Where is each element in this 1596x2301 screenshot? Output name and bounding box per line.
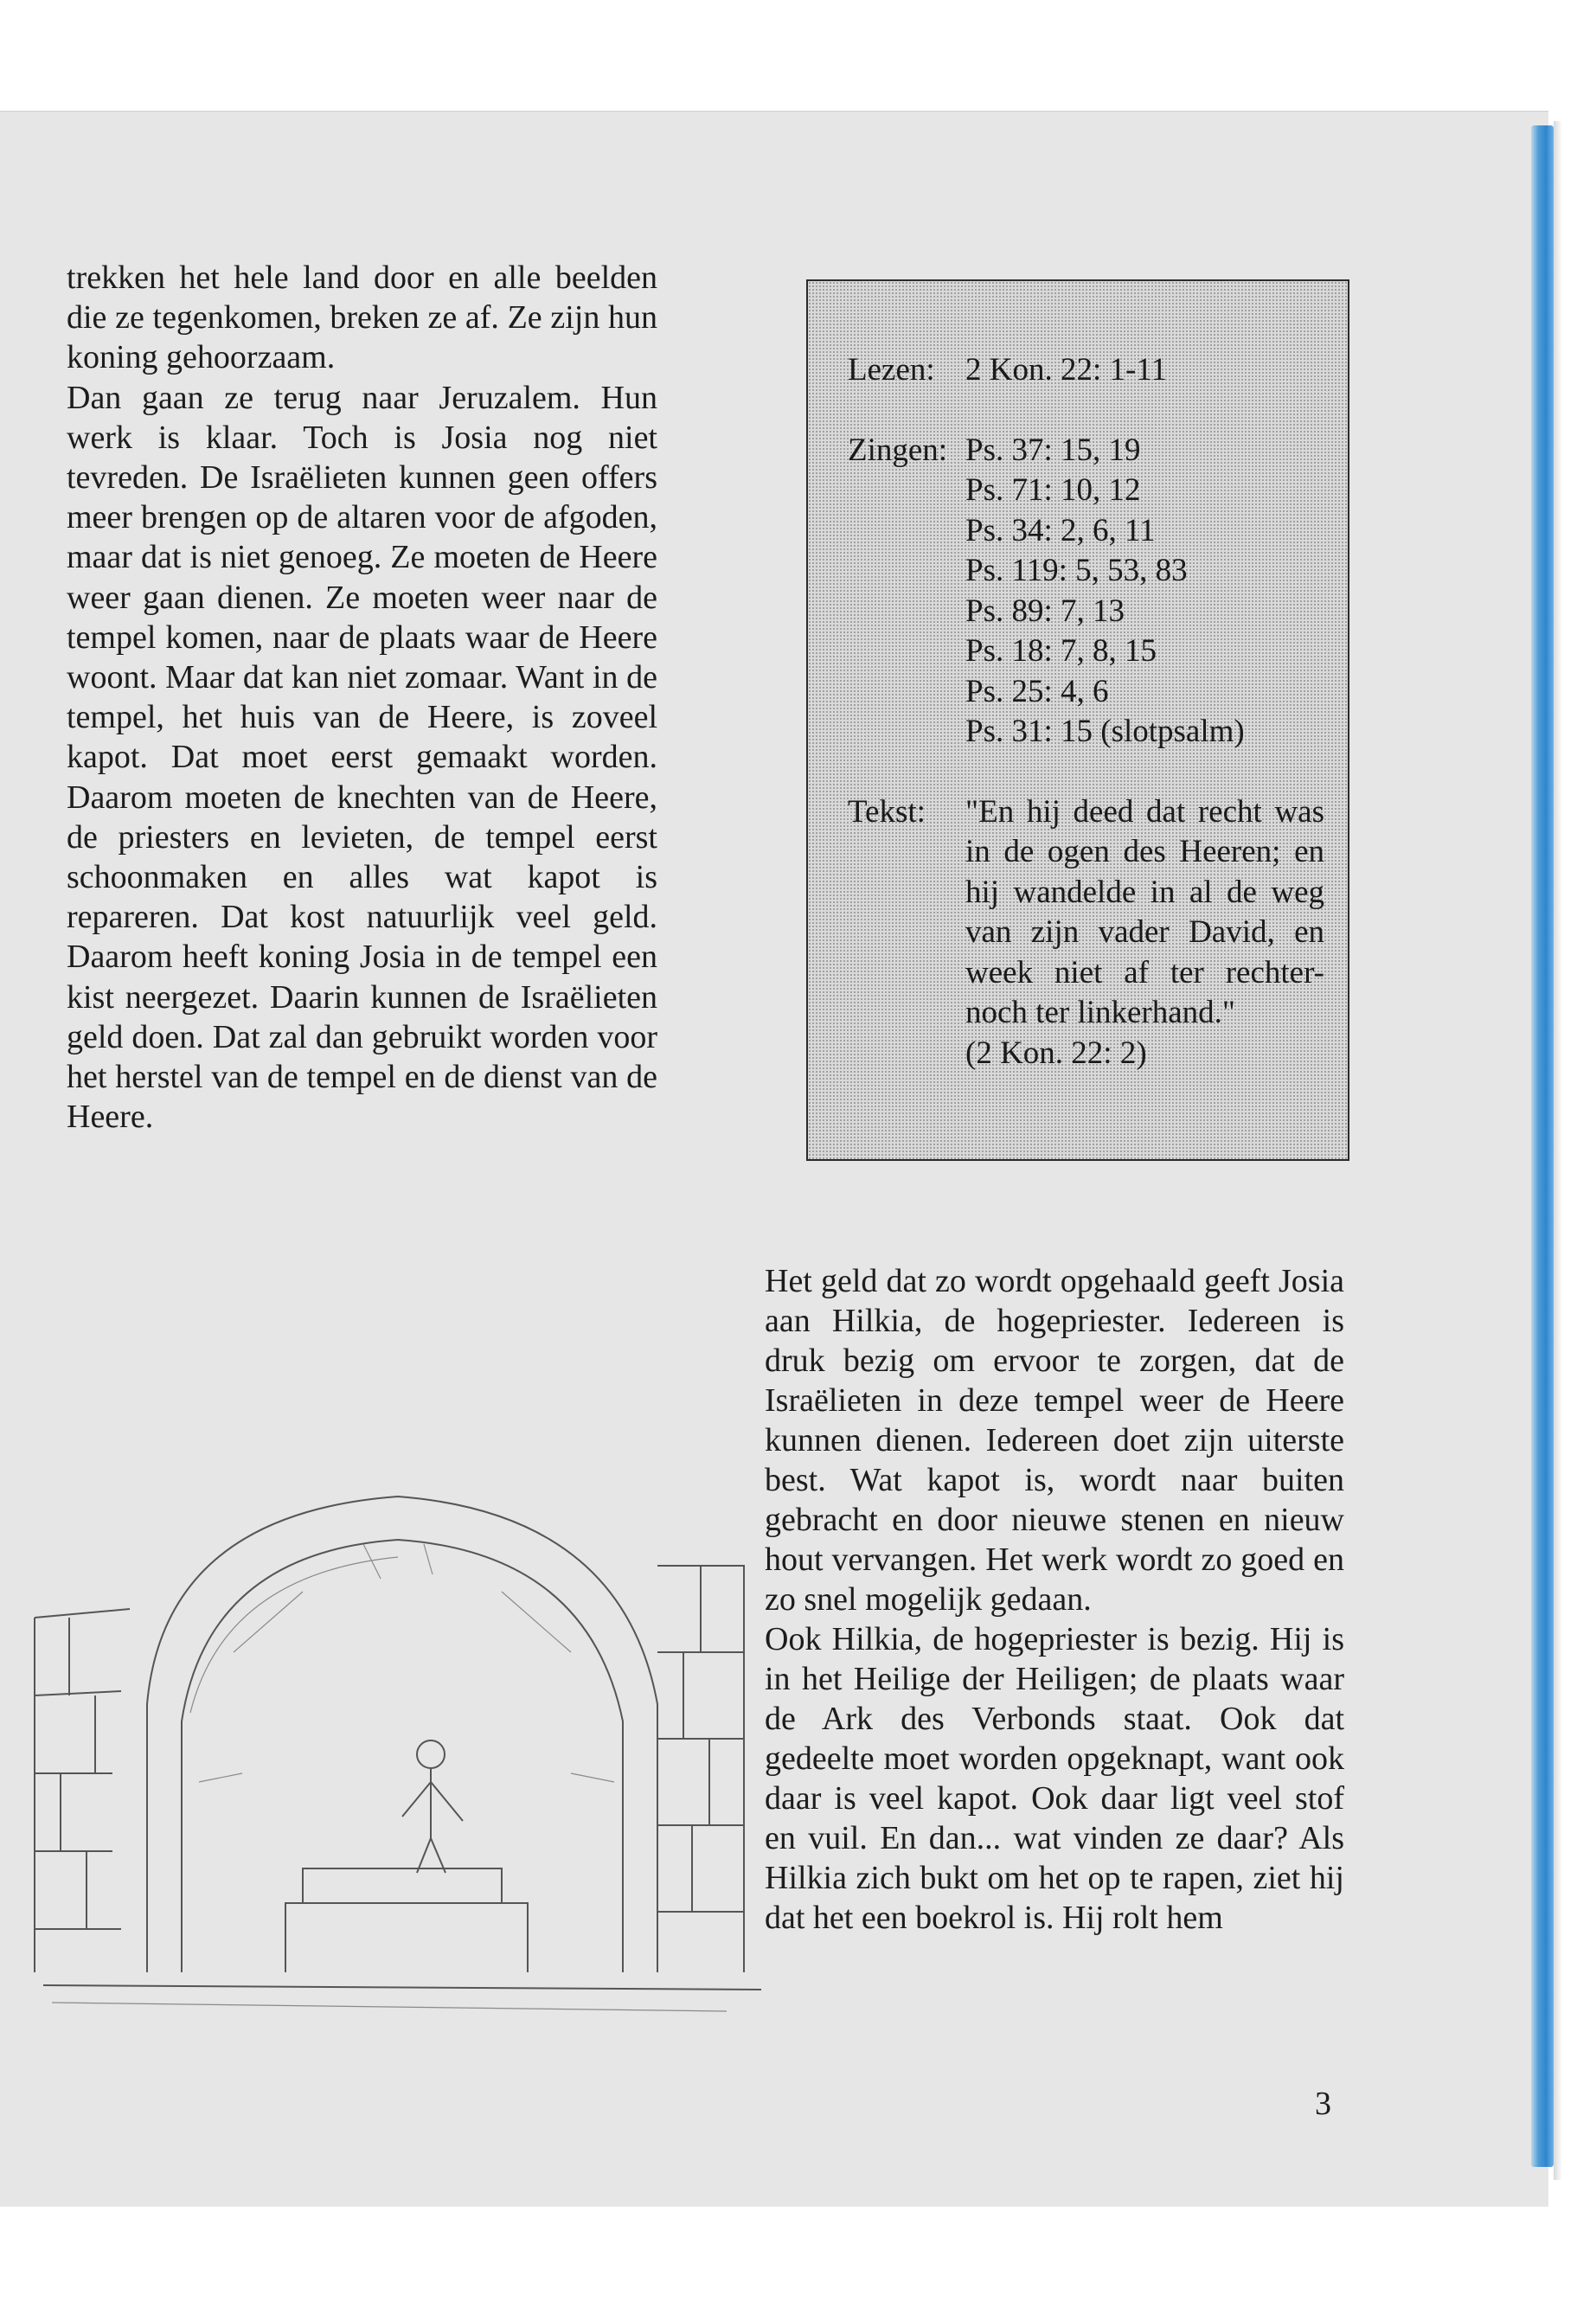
lezen-label: Lezen:: [848, 352, 935, 388]
stone-wall-right: [657, 1566, 744, 1972]
lezen-row: [848, 350, 1332, 391]
ground-line: [43, 1985, 761, 2011]
left-text-column: [67, 258, 657, 1137]
page-edge-blue: [1531, 125, 1554, 2167]
tekst-label: Tekst:: [848, 793, 926, 830]
zingen-row: [848, 431, 1332, 471]
psalm-line: Ps. 18: 7, 8, 15: [965, 633, 1157, 669]
psalm-line: Ps. 34: 2, 6, 11: [965, 512, 1156, 548]
page-number: 3: [1315, 2086, 1331, 2122]
psalm-line: Ps. 37: 15, 19: [965, 432, 1141, 468]
zingen-label: Zingen:: [848, 432, 948, 468]
boy-figure: [402, 1740, 463, 1873]
stone-archway: [147, 1497, 657, 1972]
altar-steps: [285, 1868, 528, 1972]
tekst-block: [965, 792, 1324, 1074]
stone-wall-left: [35, 1609, 130, 1972]
psalm-line: Ps. 31: 15 (slotpsalm): [965, 714, 1245, 749]
psalm-line: Ps. 25: 4, 6: [965, 673, 1109, 709]
tekst-row: [848, 792, 1332, 1074]
info-box-content: [848, 350, 1332, 1074]
lezen-value: 2 Kon. 22: 1-11: [965, 352, 1167, 388]
paragraph: Het geld dat zo wordt opgehaald geeft Josia aan Hilkia, de hogepriester. Iedereen is druk bezig om ervoor te zorgen, dat de Israëlieten in deze tempel weer de Heere kunnen dienen. Iedereen doet zijn uiterste best. Wat kapot is, wordt naar buiten gebracht en door nieuwe stenen en nieuw hout vervangen. Het werk wordt zo goed en zo snel mogelijk gedaan.: [765, 1263, 1344, 1618]
paragraph: Ook Hilkia, de hogepriester is bezig. Hij is in het Heilige der Heiligen; de plaats waar de Ark des Verbonds staat. Ook dat gedeelte moet worden opgeknapt, want ook daar is veel kapot. Ook daar ligt veel stof en vuil. En dan... wat vinden ze daar? Als Hilkia zich bukt om het op te rapen, ziet hij dat het een boekrol is. Hij rolt hem: [765, 1621, 1344, 1936]
right-text-column: [765, 1261, 1344, 1938]
reading-info-box: [806, 279, 1349, 1161]
paragraph: trekken het hele land door en alle beelden die ze tegenkomen, breken ze af. Ze zijn hun koning gehoorzaam.: [67, 260, 657, 376]
page-edge-shadow: [1554, 121, 1562, 2180]
psalm-line: Ps. 119: 5, 53, 83: [965, 553, 1188, 588]
psalm-line: Ps. 71: 10, 12: [965, 472, 1141, 508]
tekst-quote: "En hij deed dat recht was in de ogen des Heeren; en hij wandelde in al de weg van zijn vader David, en week niet af ter rechter- noch ter linkerhand.": [965, 793, 1324, 1030]
temple-gate-sketch: [17, 1367, 761, 2024]
paragraph: Dan gaan ze terug naar Jeruzalem. Hun werk is klaar. Toch is Josia nog niet tevreden. De Israëlieten kunnen geen offers meer brengen op de altaren voor de afgoden, maar dat is niet genoeg. Ze moeten de Heere weer gaan dienen. Ze moeten weer naar de tempel komen, naar de plaats waar de Heere woont. Maar dat kan niet zomaar. Want in de tempel, het huis van de Heere, is zoveel kapot. Dat moet eerst gemaakt worden. Daarom moeten de knechten van de Heere, de priesters en levieten, de tempel eerst schoonmaken en alles wat kapot is repareren. Dat kost natuurlijk veel geld. Daarom heeft koning Josia in de tempel een kist neergezet. Daarin kunnen de Israëlieten geld doen. Dat zal dan gebruikt worden voor het herstel van de tempel en de dienst van de Heere.: [67, 379, 657, 1136]
psalm-line: Ps. 89: 7, 13: [965, 593, 1125, 629]
tekst-reference: (2 Kon. 22: 2): [965, 1035, 1147, 1071]
